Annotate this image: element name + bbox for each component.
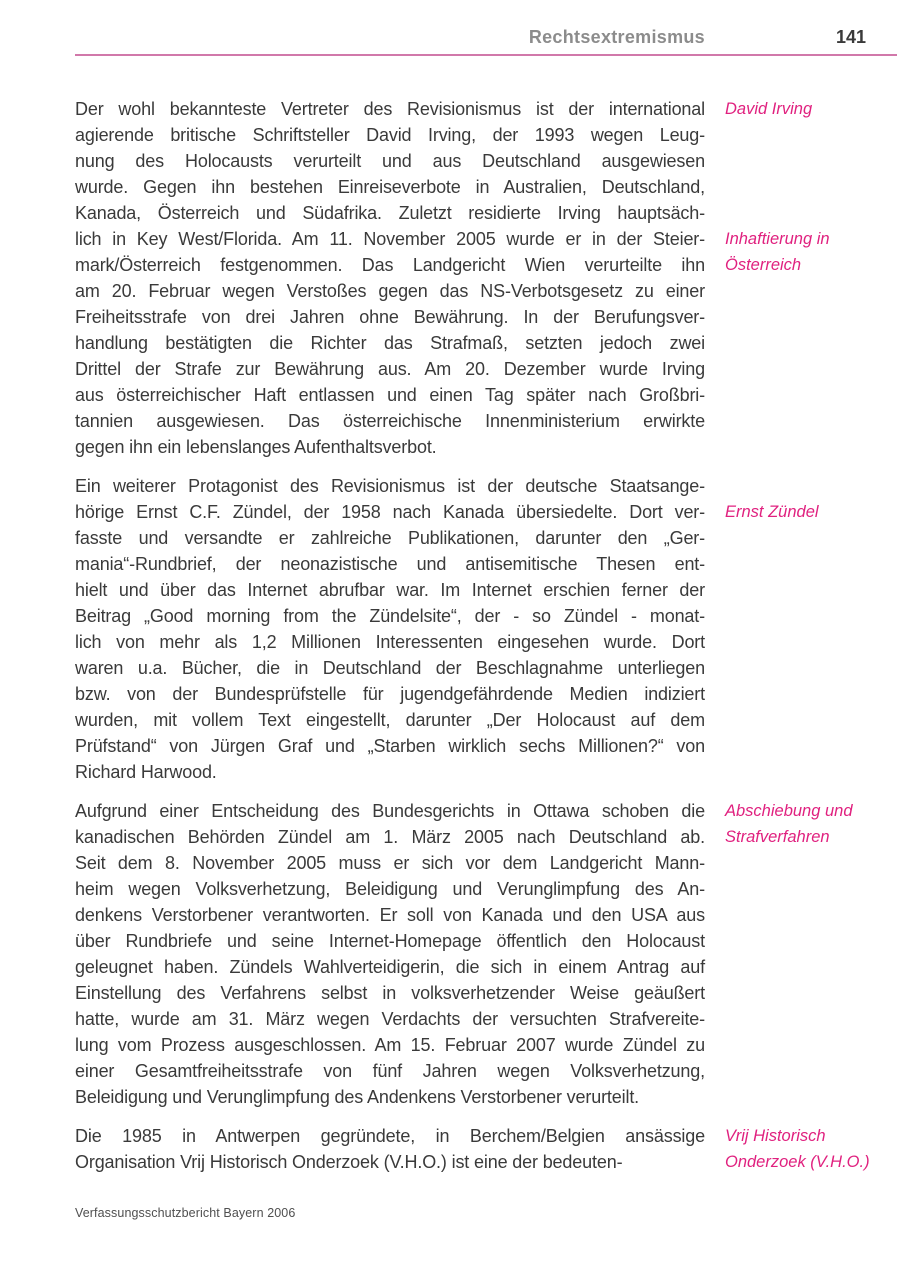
page-number: 141 xyxy=(835,27,866,47)
margin-note-david-irving: David Irving xyxy=(725,100,813,118)
paragraph-david-irving: Der wohl bekannteste Vertreter des Revisionismus ist der international agierende britische Schriftsteller David Irving, der 1993 wegen Leug- nung des Holocausts verurteilt und aus Deutschland ausgewiesen wurde. Gegen ihn bestehen Einreiseverbote in Australien, Deutschland, Kanada, Österreich und Südafrika. Zuletzt residierte Irving hauptsäch- lich in Key West/Florida. Am 11. November 2005 wurde er in der Steier- mark/Österreich festgenommen. Das Landgericht Wien verurteilte ihn am 20. Februar wegen Verstoßes gegen das NS-Verbotsgesetz zu einer Freiheitsstrafe von drei Jahren ohne Bewährung. In der Berufungsver- handlung bestätigten die Richter das Strafmaß, setzten jedoch zwei Drittel der Strafe zur Bewährung aus. Am 20. Dezember wurde Irving aus österreichischer Haft entlassen und einen Tag später nach Großbri- tannien ausgewiesen. Das österreichische Innenministerium erwirkte gegen ihn ein lebenslanges Aufenthaltsverbot. xyxy=(75,99,705,457)
margin-note-vho: Vrij Historisch Onderzoek (V.H.O.) xyxy=(725,1127,870,1171)
paragraph-ernst-zuendel: Ein weiterer Protagonist des Revisionismus ist der deutsche Staatsange- hörige Ernst C.F. Zündel, der 1958 nach Kanada übersiedelte. Dort ver- fasste und versandte er zahlreiche Publikationen, darunter den „Ger- mania“-Rundbrief, der neonazistische und antisemitische Thesen ent- hielt und über das Internet abrufbar war. Im Internet erschien ferner der Beitrag „Good morning from the Zündelsite“, der - so Zündel - monat- lich von mehr als 1,2 Millionen Interessenten eingesehen wurde. Dort waren u.a. Bücher, die in Deutschland der Beschlagnahme unterliegen bzw. von der Bundesprüfstelle für jugendgefährdende Medien indiziert wurden, mit vollem Text eingestellt, darunter „Der Holocaust auf dem Prüfstand“ von Jürgen Graf und „Starben wirklich sechs Millionen?“ von Richard Harwood. xyxy=(75,476,705,782)
margin-note-ernst-zuendel: Ernst Zündel xyxy=(725,503,819,521)
header-rule-divider xyxy=(75,54,897,56)
footer-report-title: Verfassungsschutzbericht Bayern 2006 xyxy=(75,1206,296,1220)
margin-note-abschiebung: Abschiebung und Strafverfahren xyxy=(725,802,853,846)
margin-note-inhaftierung: Inhaftierung in Österreich xyxy=(725,230,830,274)
paragraph-vho: Die 1985 in Antwerpen gegründete, in Berchem/Belgien ansässige Organisation Vrij Historisch Onderzoek (V.H.O.) ist eine der bedeuten- xyxy=(75,1126,705,1172)
running-header-section-title: Rechtsextremismus xyxy=(528,27,705,47)
paragraph-abschiebung: Aufgrund einer Entscheidung des Bundesgerichts in Ottawa schoben die kanadischen Behörden Zündel am 1. März 2005 nach Deutschland ab. Seit dem 8. November 2005 muss er sich vor dem Landgericht Mann- heim wegen Volksverhetzung, Beleidigung und Verunglimpfung des An- denkens Verstorbener verantworten. Er soll von Kanada und den USA aus über Rundbriefe und seine Internet-Homepage öffentlich den Holocaust geleugnet haben. Zündels Wahlverteidigerin, die sich in einem Antrag auf Einstellung des Verfahrens selbst in volksverhetzender Weise geäußert hatte, wurde am 31. März wegen Verdachts der versuchten Strafvereite- lung vom Prozess ausgeschlossen. Am 15. Februar 2007 wurde Zündel zu einer Gesamtfreiheitsstrafe von fünf Jahren wegen Volksverhetzung, Beleidigung und Verunglimpfung des Andenkens Verstorbener verurteilt. xyxy=(75,801,705,1107)
body-text-column xyxy=(75,96,705,1175)
